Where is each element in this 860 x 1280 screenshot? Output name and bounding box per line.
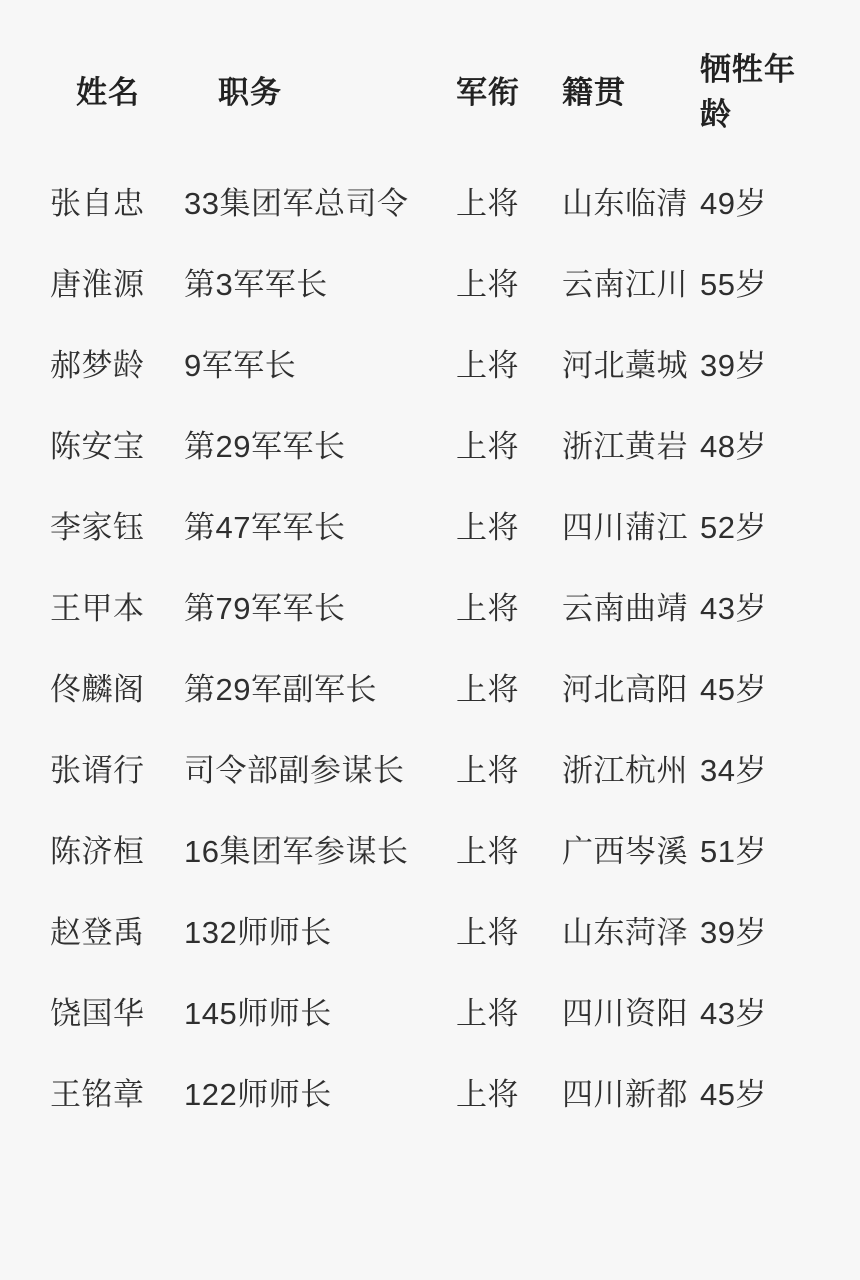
table-row xyxy=(40,322,820,403)
table-row xyxy=(40,160,820,241)
table-row xyxy=(40,565,820,646)
column-header-post: 职务 xyxy=(218,74,282,110)
cell-name: 唐淮源 xyxy=(50,267,145,302)
cell-rank: 上将 xyxy=(456,753,519,788)
cell-name: 赵登禹 xyxy=(50,915,145,950)
martyrs-roster-table xyxy=(40,30,820,1114)
table-header xyxy=(40,30,820,160)
cell-name: 佟麟阁 xyxy=(50,672,145,707)
cell-origin: 山东临清 xyxy=(562,186,688,221)
cell-rank: 上将 xyxy=(456,996,519,1031)
cell-origin: 四川新都 xyxy=(562,1077,688,1112)
table-body xyxy=(40,160,820,1114)
cell-origin: 浙江黄岩 xyxy=(562,429,688,464)
cell-name: 张自忠 xyxy=(50,186,145,221)
cell-post: 132师师长 xyxy=(184,915,332,950)
cell-rank: 上将 xyxy=(456,429,519,464)
cell-name: 陈济桓 xyxy=(50,834,145,869)
cell-post: 第3军军长 xyxy=(184,267,328,302)
table-header-row xyxy=(40,30,820,160)
cell-age: 43岁 xyxy=(700,996,767,1031)
cell-age: 51岁 xyxy=(700,834,767,869)
cell-name: 郝梦龄 xyxy=(50,348,145,383)
cell-post: 33集团军总司令 xyxy=(184,186,409,221)
table-row xyxy=(40,727,820,808)
column-header-name: 姓名 xyxy=(76,74,140,110)
cell-name: 王铭章 xyxy=(50,1077,145,1112)
cell-origin: 广西岑溪 xyxy=(562,834,688,869)
cell-rank: 上将 xyxy=(456,348,519,383)
cell-origin: 浙江杭州 xyxy=(562,753,688,788)
table-row xyxy=(40,889,820,970)
cell-origin: 四川资阳 xyxy=(562,996,688,1031)
column-header-origin: 籍贯 xyxy=(562,74,626,110)
cell-rank: 上将 xyxy=(456,1077,519,1112)
cell-origin: 河北藁城 xyxy=(562,348,688,383)
cell-origin: 四川蒲江 xyxy=(562,510,688,545)
cell-rank: 上将 xyxy=(456,267,519,302)
cell-rank: 上将 xyxy=(456,186,519,221)
cell-age: 34岁 xyxy=(700,753,767,788)
table-row xyxy=(40,970,820,1051)
cell-post: 9军军长 xyxy=(184,348,297,383)
cell-post: 第29军军长 xyxy=(184,429,346,464)
cell-name: 张谞行 xyxy=(50,753,145,788)
cell-name: 饶国华 xyxy=(50,996,145,1031)
column-header-age: 牺牲年龄 xyxy=(700,52,796,132)
cell-rank: 上将 xyxy=(456,834,519,869)
cell-name: 王甲本 xyxy=(50,591,145,626)
cell-post: 第79军军长 xyxy=(184,591,346,626)
cell-rank: 上将 xyxy=(456,591,519,626)
cell-origin: 山东菏泽 xyxy=(562,915,688,950)
cell-age: 55岁 xyxy=(700,267,767,302)
cell-rank: 上将 xyxy=(456,672,519,707)
cell-age: 39岁 xyxy=(700,915,767,950)
cell-post: 司令部副参谋长 xyxy=(184,753,405,788)
cell-age: 43岁 xyxy=(700,591,767,626)
table-row xyxy=(40,403,820,484)
cell-rank: 上将 xyxy=(456,915,519,950)
cell-post: 第47军军长 xyxy=(184,510,346,545)
table-row xyxy=(40,484,820,565)
cell-age: 45岁 xyxy=(700,672,767,707)
cell-rank: 上将 xyxy=(456,510,519,545)
table-row xyxy=(40,646,820,727)
cell-origin: 云南江川 xyxy=(562,267,688,302)
column-header-rank: 军衔 xyxy=(456,74,520,110)
cell-age: 45岁 xyxy=(700,1077,767,1112)
cell-name: 李家钰 xyxy=(50,510,145,545)
table-row xyxy=(40,808,820,889)
cell-age: 39岁 xyxy=(700,348,767,383)
cell-post: 145师师长 xyxy=(184,996,332,1031)
cell-age: 52岁 xyxy=(700,510,767,545)
table-row xyxy=(40,1051,820,1114)
cell-age: 48岁 xyxy=(700,429,767,464)
cell-post: 16集团军参谋长 xyxy=(184,834,409,869)
table-row xyxy=(40,241,820,322)
cell-name: 陈安宝 xyxy=(50,429,145,464)
cell-origin: 河北高阳 xyxy=(562,672,688,707)
cell-post: 122师师长 xyxy=(184,1077,332,1112)
cell-post: 第29军副军长 xyxy=(184,672,377,707)
cell-age: 49岁 xyxy=(700,186,767,221)
cell-origin: 云南曲靖 xyxy=(562,591,688,626)
